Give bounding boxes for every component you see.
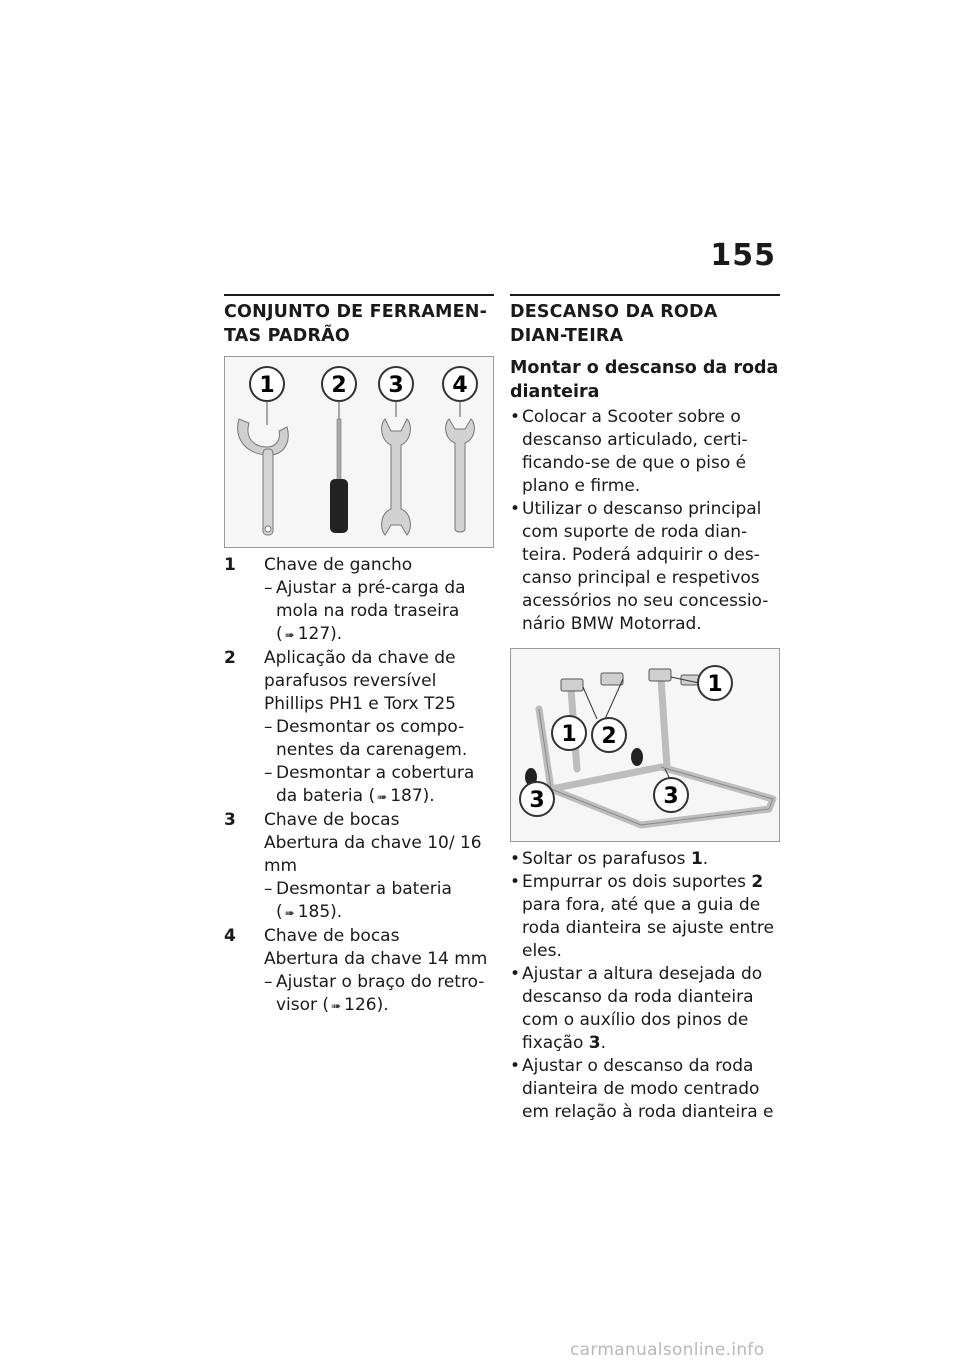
- item-number: 2: [224, 648, 236, 668]
- right-column: [510, 294, 780, 1124]
- list-item: • Empurrar os dois suportes 2 para fora, até que a guia de roda dianteira se ajuste entre eles.: [510, 872, 774, 961]
- action-line: – Ajustar o braço do retro-visor ( ➠ 126).: [264, 972, 485, 1015]
- item-title: Chave de bocas: [264, 810, 400, 830]
- page-ref-link[interactable]: 187).: [390, 786, 435, 806]
- section-heading-toolkit: CONJUNTO DE FERRAMEN-TAS PADRÃO: [224, 302, 488, 346]
- list-item: • Colocar a Scooter sobre o descanso articulado, certi-ficando-se de que o piso é plano e firme.: [510, 407, 748, 496]
- action-line: – Ajustar a pré-carga da mola na roda traseira ( ➠ 127).: [264, 578, 466, 644]
- open-end-wrench-icon: [382, 419, 411, 535]
- toolkit-item: [224, 809, 494, 925]
- action-line: – Desmontar os compo-nentes da carenagem.: [264, 716, 494, 762]
- tool-callout-1: 1: [259, 373, 275, 398]
- toolkit-item: [224, 647, 494, 809]
- toolkit-illustration: [225, 357, 493, 547]
- arrow-right-icon: ➠: [284, 906, 295, 920]
- arrow-right-icon: ➠: [377, 790, 388, 804]
- watermark: carmanualsonline.info: [570, 1340, 765, 1360]
- list-item: • Utilizar o descanso principal com suporte de roda dian-teira. Poderá adquirir o des-canso principal e respetivos acessórios no seu concessio-nário BMW Motorrad.: [510, 499, 769, 634]
- page-ref-link[interactable]: 127).: [297, 624, 343, 644]
- action-text: Desmontar a cobertura da bateria: [276, 763, 475, 806]
- item-number: 3: [224, 810, 236, 830]
- list-item: • Ajustar o descanso da roda dianteira de modo centrado em relação à roda dianteira e: [510, 1056, 774, 1122]
- tool-callout-2: 2: [331, 373, 347, 398]
- stand-callout-3b: 3: [663, 784, 679, 809]
- tool-callout-4: 4: [452, 373, 468, 398]
- hook-wrench-icon: [238, 419, 289, 535]
- item-title: Chave de gancho: [264, 555, 413, 575]
- stand-callout-1b: 1: [561, 722, 577, 747]
- bracket-icon: [561, 669, 699, 691]
- page-ref-link[interactable]: 126).: [344, 995, 389, 1015]
- item-title: Chave de bocas: [264, 926, 400, 946]
- section-rule: [224, 294, 494, 296]
- item-number: 4: [224, 926, 236, 946]
- list-item: • Ajustar a altura desejada do descanso da roda dianteira com o auxílio dos pinos de fixação 3.: [510, 964, 763, 1053]
- action-line: – Desmontar a cobertura da bateria ( ➠ 187).: [264, 763, 475, 806]
- arrow-right-icon: ➠: [331, 999, 342, 1013]
- open-end-wrench-icon: [446, 419, 475, 532]
- toolkit-item: [224, 925, 494, 1018]
- item-detail: Abertura da chave 10/ 16 mm: [264, 833, 482, 876]
- action-text: Desmontar a bateria: [276, 879, 452, 899]
- front-stand-illustration: [511, 649, 779, 841]
- stand-callout-3: 3: [529, 788, 545, 813]
- stand-callout-2: 2: [601, 724, 617, 749]
- action-text: Ajustar a pré-carga da mola na roda traseira: [276, 578, 466, 621]
- action-text: Desmontar os compo-nentes da carenagem.: [276, 717, 468, 760]
- item-number: 1: [224, 555, 236, 575]
- screwdriver-icon: [330, 419, 348, 533]
- left-column: [224, 294, 494, 1018]
- list-item: • Soltar os parafusos 1.: [510, 849, 709, 869]
- section-heading-front-stand: DESCANSO DA RODA DIAN-TEIRA: [510, 302, 718, 346]
- subheading-mount-stand: Montar o descanso da roda dianteira: [510, 358, 779, 402]
- item-detail: Abertura da chave 14 mm: [264, 949, 488, 969]
- section-rule: [510, 294, 780, 296]
- stand-callout-1: 1: [707, 672, 723, 697]
- action-line: – Desmontar a bateria ( ➠ 185).: [264, 879, 452, 922]
- page-number: 155: [710, 238, 776, 273]
- tool-callout-3: 3: [388, 373, 404, 398]
- action-text: Ajustar o braço do retro-visor: [276, 972, 485, 1015]
- front-stand-figure: [510, 648, 780, 842]
- arrow-right-icon: ➠: [284, 628, 295, 642]
- page-ref-link[interactable]: 185).: [297, 902, 343, 922]
- item-title: Aplicação da chave de parafusos reversível Phillips PH1 e Torx T25: [264, 648, 456, 714]
- toolkit-item: [224, 554, 494, 647]
- toolkit-figure: [224, 356, 494, 548]
